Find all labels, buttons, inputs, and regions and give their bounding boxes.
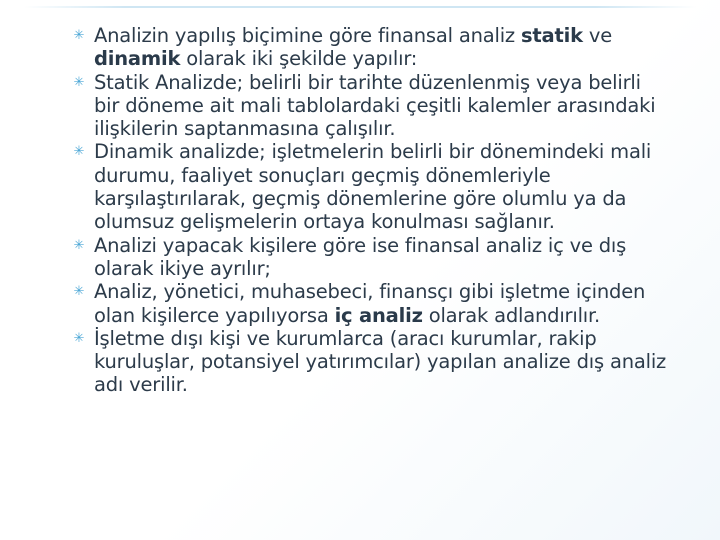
item-text: Analizin yapılış biçimine göre finansal analiz [94,24,521,47]
item-text: Statik Analizde; belirli bir tarihte düzenlenmiş veya belirli bir döneme ait mali tablolardaki çeşitli kalemler arasındaki ilişkilerin saptanmasına çalışılır. [94,70,656,141]
bullet-item-4 [70,234,670,281]
item-text: Dinamik analizde; işletmelerin belirli bir dönemindeki mali durumu, faaliyet sonuçları geçmiş dönemleriyle karşılaştırılarak, geçmiş dönemlerine göre olumlu ya da olumsuz gelişmelerin ortaya konulması sağlanır. [94,140,652,234]
asterisk-icon: ✳ [73,28,85,43]
bold-term-dinamik: dinamik [94,47,181,71]
item-text: olarak adlandırılır. [422,303,601,327]
item-text: olarak iki şekilde yapılır: [180,47,418,71]
bullet-item-5 [70,280,670,327]
item-text: İşletme dışı kişi ve kurumlarca (aracı kurumlar, rakip kuruluşlar, potansiyel yatırımcılar) yapılan analize dış analiz adı verilir. [94,326,667,397]
asterisk-icon: ✳ [73,74,85,90]
item-text: Analiz, yönetici, muhasebeci, finansçı gibi işletme içinden olan kişilerce yapılıyorsa [94,280,646,327]
bullet-item-1 [70,24,670,71]
asterisk-icon: ✳ [73,237,85,253]
bold-term-statik: statik [520,24,583,47]
asterisk-icon: ✳ [73,284,85,300]
asterisk-icon: ✳ [73,330,85,346]
bullet-item-3 [70,140,670,233]
bullet-item-6 [70,327,670,397]
bold-term-ic-analiz: iç analiz [334,303,423,327]
top-decorative-line [24,6,696,8]
asterisk-icon: ✳ [73,144,85,160]
item-text: Analizi yapacak kişilere göre ise finansal analiz iç ve dış olarak ikiye ayrılır; [94,233,627,280]
item-text: ve [582,24,612,47]
bullet-item-2 [70,71,670,141]
bullet-list [70,24,670,397]
